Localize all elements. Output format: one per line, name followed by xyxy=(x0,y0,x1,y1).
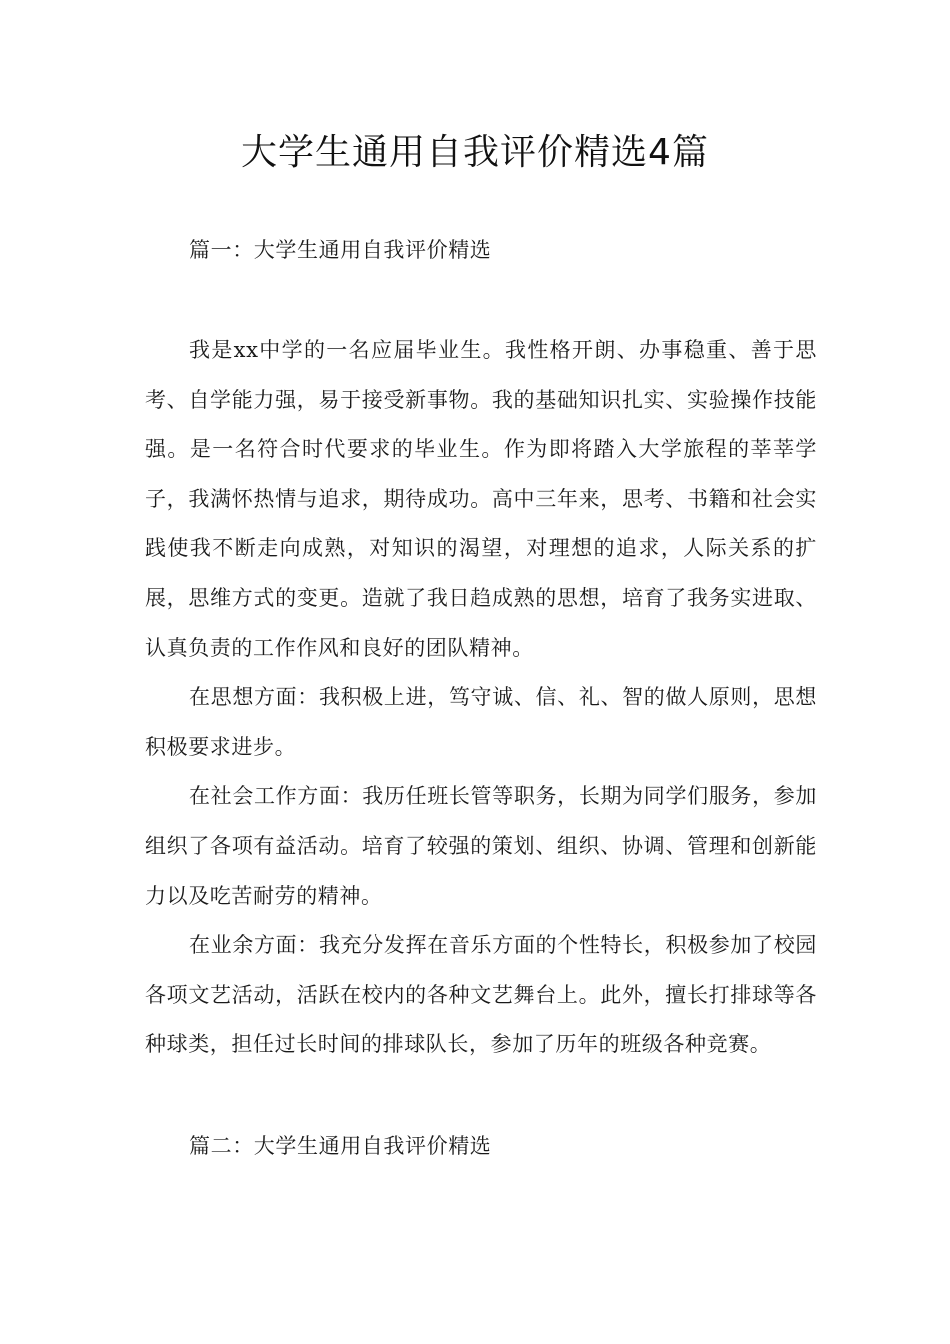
paragraph-intro: 我是xx中学的一名应届毕业生。我性格开朗、办事稳重、善于思考、自学能力强，易于接受新事物。我的基础知识扎实、实验操作技能强。是一名符合时代要求的毕业生。作为即将踏入大学旅程的莘莘学子，我满怀热情与追求，期待成功。高中三年来，思考、书籍和社会实践使我不断走向成熟，对知识的渴望，对理想的追求，人际关系的扩展，思维方式的变更。造就了我日趋成熟的思想，培育了我务实进取、认真负责的工作作风和良好的团队精神。 xyxy=(145,338,817,660)
paragraph-thought: 在思想方面：我积极上进，笃守诚、信、礼、智的做人原则，思想积极要求进步。 xyxy=(145,685,817,759)
paragraph-leisure: 在业余方面：我充分发挥在音乐方面的个性特长，积极参加了校园各项文艺活动，活跃在校内的各种文艺舞台上。此外，擅长打排球等各种球类，担任过长时间的排球队长，参加了历年的班级各种竞赛。 xyxy=(145,933,817,1057)
section-heading-1: 篇一：大学生通用自我评价精选 xyxy=(189,238,492,262)
section-heading-2: 篇二：大学生通用自我评价精选 xyxy=(189,1134,492,1158)
document-body xyxy=(145,326,817,1070)
paragraph-social-work: 在社会工作方面：我历任班长管等职务，长期为同学们服务，参加组织了各项有益活动。培育了较强的策划、组织、协调、管理和创新能力以及吃苦耐劳的精神。 xyxy=(145,784,817,908)
document-title: 大学生通用自我评价精选4篇 xyxy=(241,132,709,173)
